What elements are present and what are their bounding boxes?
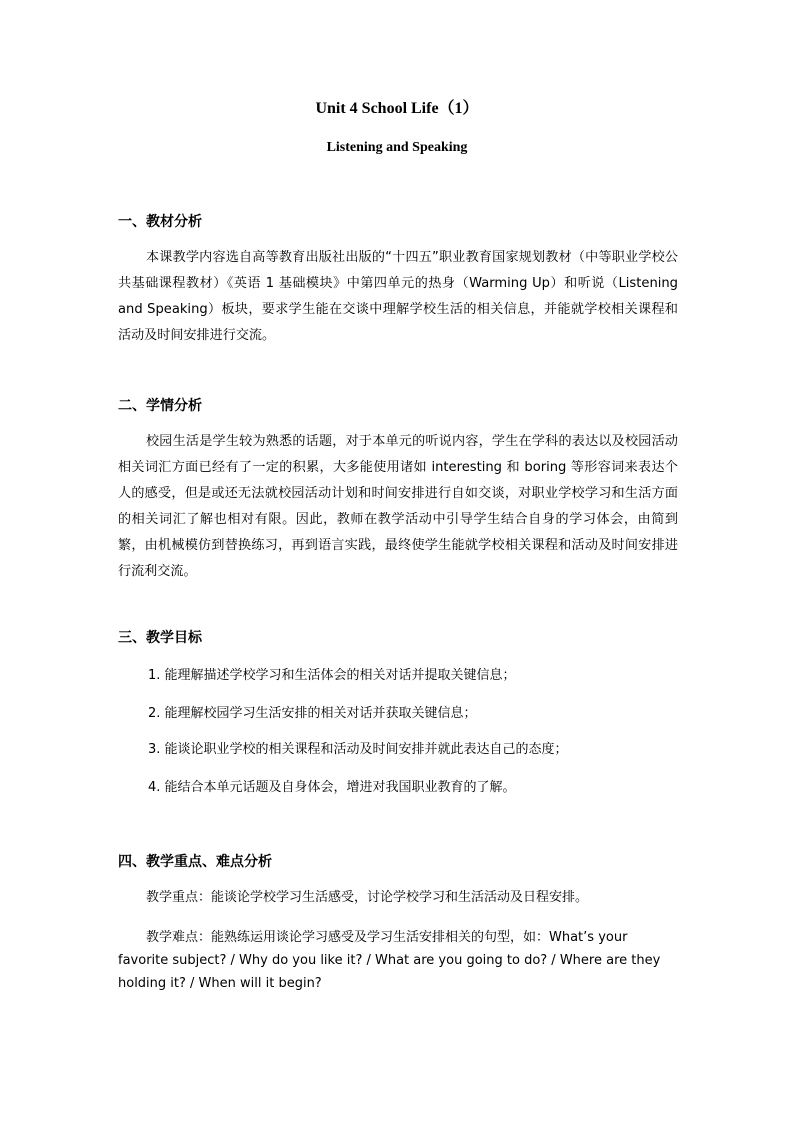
section-heading-learner-analysis: 二、学情分析: [118, 398, 202, 414]
section-paragraph-textbook-analysis: 本课教学内容选自高等教育出版社出版的“十四五”职业教育国家规划教材（中等职业学校公共基础课程教材）《英语 1 基础模块》中第四单元的热身（Warming Up）和听说（Listening and Speaking）板块，要求学生能在交谈中理解学校生活的相关信息，并能就学校相关课程和活动及时间安排进行交流。: [118, 250, 678, 343]
section-heading-textbook-analysis: 一、教材分析: [118, 214, 202, 230]
teaching-focus-text: 教学重点：能谈论学校学习生活感受，讨论学校学习和生活活动及日程安排。: [146, 890, 589, 905]
document-title: Unit 4 School Life（1）: [315, 100, 479, 117]
section-heading-teaching-objectives: 三、教学目标: [118, 630, 202, 646]
objective-item: 2. 能理解校园学习生活安排的相关对话并获取关键信息；: [148, 706, 477, 721]
section-paragraph-learner-analysis: 校园生活是学生较为熟悉的话题，对于本单元的听说内容，学生在学科的表达以及校园活动相关词汇方面已经有了一定的积累，大多能使用诸如 interesting 和 boring 等形容词来表达个人的感受，但是或还无法就校园活动计划和时间安排进行自如交谈，对职业学校学习和生活方面的相关词汇了解也相对有限。因此，教师在教学活动中引导学生结合自身的学习体会，由简到繁，由机械模仿到替换练习，再到语言实践，最终使学生能就学校相关课程和活动及时间安排进行流利交流。: [118, 434, 678, 579]
section-heading-key-difficult-points: 四、教学重点、难点分析: [118, 854, 272, 870]
objective-item: 4. 能结合本单元话题及自身体会，增进对我国职业教育的了解。: [148, 780, 516, 795]
document-subtitle: Listening and Speaking: [326, 140, 468, 155]
teaching-difficulty-text: 教学难点：能熟练运用谈论学习感受及学习生活安排相关的句型，如：What’s your favorite subject? / Why do you like it? / What are you going to do? / Where are they holding it? / When will it begin?: [118, 930, 661, 991]
objective-item: 3. 能谈论职业学校的相关课程和活动及时间安排并就此表达自己的态度；: [148, 742, 568, 757]
objective-item: 1. 能理解描述学校学习和生活体会的相关对话并提取关键信息；: [148, 668, 516, 683]
